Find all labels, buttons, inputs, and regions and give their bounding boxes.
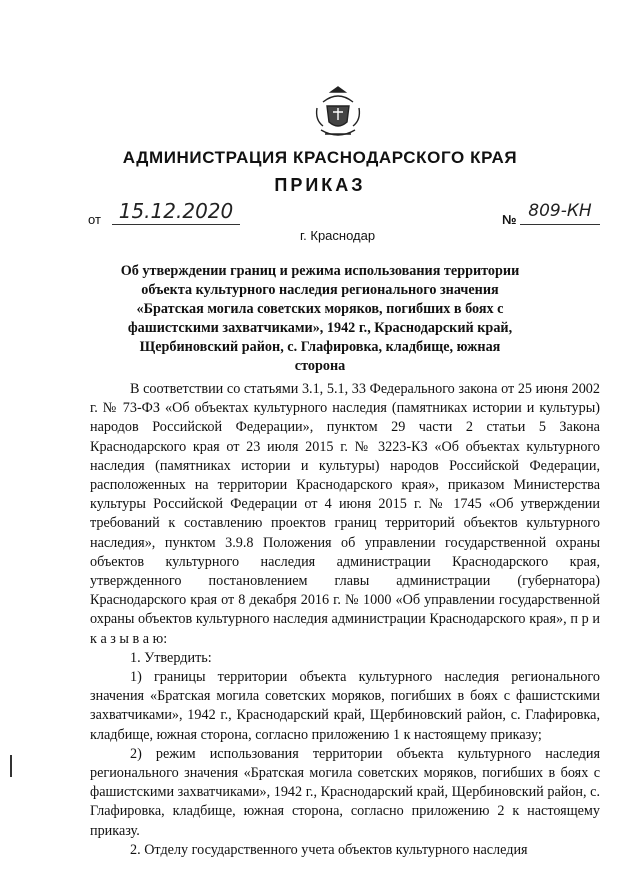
handwritten-number: 809-КН: [520, 198, 600, 225]
organization-name: АДМИНИСТРАЦИЯ КРАСНОДАРСКОГО КРАЯ: [122, 148, 518, 167]
body-paragraph: В соответствии со статьями 3.1, 5.1, 33 Федерального закона от 25 июня 2002 г. № 73-ФЗ «Об объектах культурного наследия (памятниках истории и культуры) народов Российской Федерации», пунктом 29 части 2 статьи 5 Закона Краснодарского края от 23 июля 2015 г. № 3223-КЗ «Об объектах культурного наследия (памятниках истории и культуры) народов Российской Федерации, расположенных на территории Краснодарского края», приказом Министерства культуры Российской Федерации от 4 июня 2015 г. № 1745 «Об утверждении требований к составлению проектов границ территорий объектов культурного наследия», пунктом 3.9.8 Положения об управлении государственной охраны объектов культурного наследия администрации Краснодарского края, утвержденного постановлением главы администрации (губернатора) Краснодарского края от 8 декабря 2016 г. № 1000 «Об управлении государственной охраны объектов культурного наследия администрации Краснодарского края», п р и к а з ы в а ю:: [90, 381, 600, 647]
coat-of-arms-icon: [313, 86, 363, 142]
date-prefix: от: [88, 212, 101, 227]
document-body: [90, 380, 600, 860]
body-paragraph: 2) режим использования территории объекта культурного наследия регионального значения «Братская могила советских моряков, погибших в боях с фашистскими захватчиками», 1942 г., Краснодарский край, Щербиновский район, с. Глафировка, кладбище, южная сторона, согласно приложению 2 к настоящему приказу.: [90, 745, 600, 839]
handwritten-date: 15.12.2020: [112, 198, 240, 225]
margin-mark: [10, 755, 12, 777]
body-paragraph: 1) границы территории объекта культурного наследия регионального значения «Братская могила советских моряков, погибших в боях с фашистскими захватчиками», 1942 г., Краснодарский край, Щербиновский район, с. Глафировка, кладбище, южная сторона, согласно приложению 1 к настоящему приказу;: [90, 669, 600, 743]
body-paragraph: 2. Отделу государственного учета объектов культурного наследия: [130, 841, 528, 858]
city-label: г. Краснодар: [300, 228, 376, 243]
number-prefix: №: [502, 212, 517, 227]
document-type: ПРИКАЗ: [274, 175, 366, 195]
body-paragraph: 1. Утвердить:: [130, 649, 212, 666]
document-title: Об утверждении границ и режима использования территории объекта культурного наследия регионального значения «Братская могила советских моряков, погибших в боях с фашистскими захватчиками», 1942 г., Краснодарский край, Щербиновский район, с. Глафировка, кладбище, южная сторона: [120, 263, 520, 374]
